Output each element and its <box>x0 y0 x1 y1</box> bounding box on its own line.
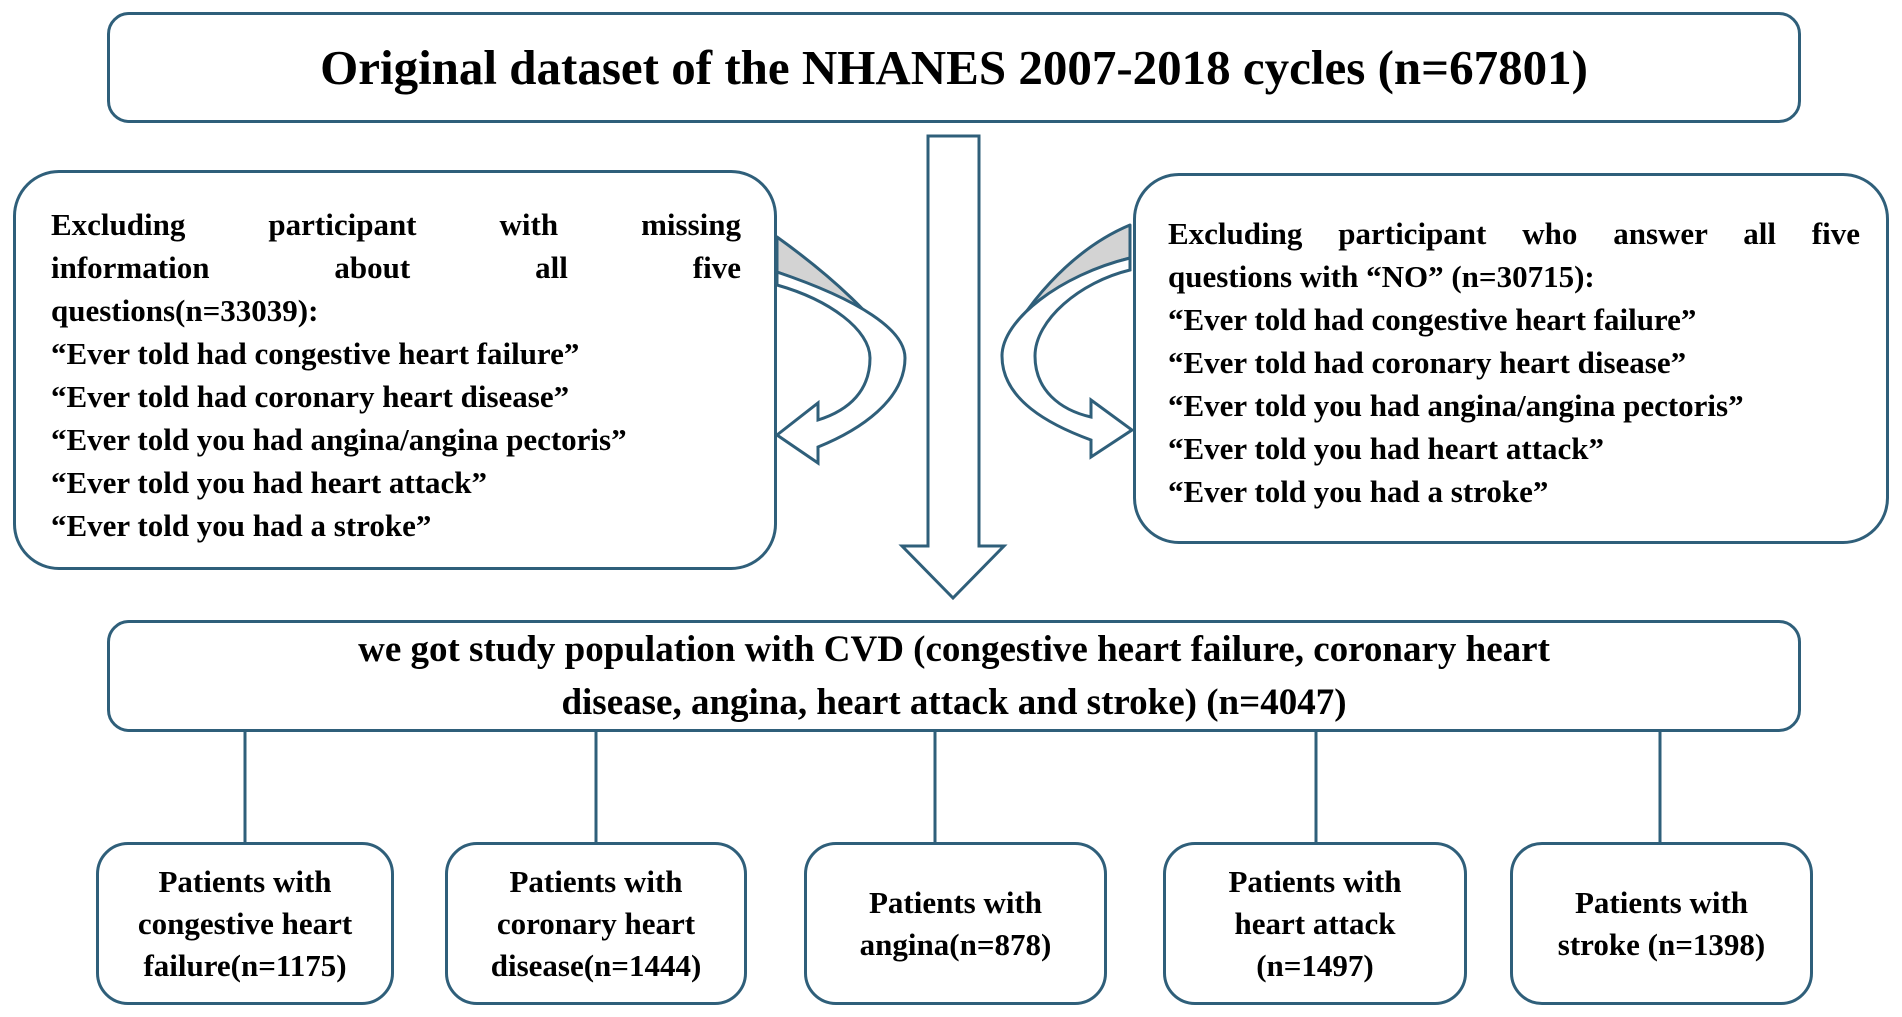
question-item: “Ever told you had heart attack” <box>1168 431 1605 466</box>
question-item: “Ever told you had heart attack” <box>51 465 488 500</box>
subgroup-label-line: coronary heart <box>496 905 696 941</box>
exclusion-text-line: questions with “NO” (n=30715): <box>1168 259 1595 294</box>
question-item: “Ever told had congestive heart failure” <box>1168 302 1697 337</box>
subgroup-label-line: congestive heart <box>137 905 353 941</box>
subgroup-label-line: angina(n=878) <box>859 926 1052 962</box>
subgroup-box-angina <box>804 842 1107 1005</box>
question-item: “Ever told had coronary heart disease” <box>51 379 570 414</box>
exclusion-text-line: Excluding participant who answer all five <box>1168 216 1860 251</box>
question-item: “Ever told had congestive heart failure” <box>51 336 580 371</box>
question-item: “Ever told you had a stroke” <box>1168 474 1549 509</box>
study-population-line: we got study population with CVD (congestive heart failure, coronary heart <box>358 629 1550 670</box>
question-item: “Ever told you had angina/angina pectoris” <box>51 422 627 457</box>
subgroup-label-line: Patients with <box>868 884 1043 920</box>
question-item: “Ever told you had angina/angina pectoris” <box>1168 388 1744 423</box>
missing-info-exclusion-box <box>13 170 777 570</box>
subgroup-label-line: disease(n=1444) <box>490 947 702 983</box>
subgroup-label-line: stroke (n=1398) <box>1557 926 1766 962</box>
study-population-box <box>107 620 1801 732</box>
subgroup-label-line: Patients with <box>158 863 332 899</box>
subgroup-label-line: Patients with <box>1574 884 1749 920</box>
subgroup-label-line: Patients with <box>1228 863 1402 899</box>
down-arrow-icon <box>902 136 1004 598</box>
subgroup-label-line: failure(n=1175) <box>143 947 347 983</box>
subgroup-box-coronary-heart-disease <box>445 842 747 1005</box>
all-no-exclusion-box <box>1133 173 1889 544</box>
left-curved-arrow-icon <box>777 237 905 463</box>
exclusion-text-line: information about all five <box>51 250 741 285</box>
original-dataset-box <box>107 12 1801 123</box>
study-population-line: disease, angina, heart attack and stroke) (n=4047) <box>561 682 1347 723</box>
subgroup-box-heart-attack <box>1163 842 1467 1005</box>
subgroup-box-congestive-heart-failure <box>96 842 394 1005</box>
exclusion-text-line: questions(n=33039): <box>51 293 319 328</box>
question-item: “Ever told had coronary heart disease” <box>1168 345 1687 380</box>
subgroup-box-stroke <box>1510 842 1813 1005</box>
exclusion-text-line: Excluding participant with missing <box>51 207 741 242</box>
original-dataset-title: Original dataset of the NHANES 2007-2018 cycles (n=67801) <box>320 40 1588 95</box>
subgroup-connectors <box>245 732 1660 842</box>
right-curved-arrow-icon <box>1002 225 1132 457</box>
subgroup-label-line: heart attack <box>1234 905 1396 941</box>
question-item: “Ever told you had a stroke” <box>51 508 432 543</box>
subgroup-label-line: (n=1497) <box>1256 947 1374 983</box>
subgroup-label-line: Patients with <box>509 863 683 899</box>
